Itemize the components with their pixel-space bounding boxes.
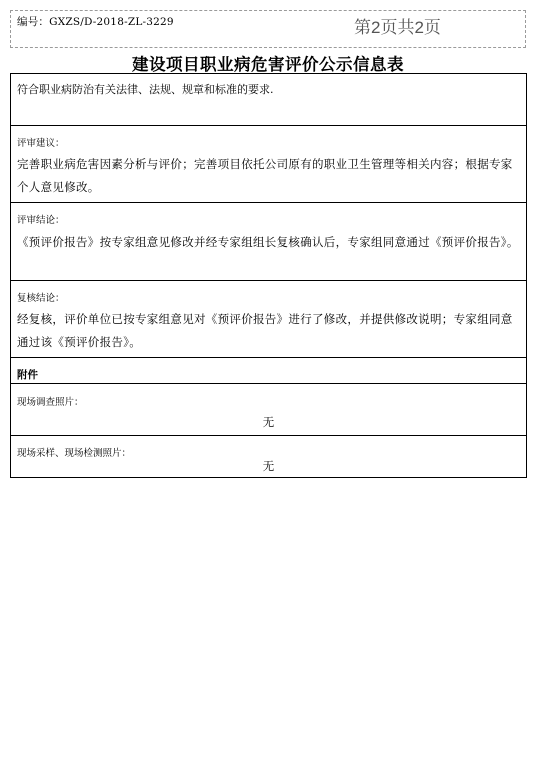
divider (11, 383, 526, 384)
divider (11, 202, 526, 203)
review-conclusion-text: 《预评价报告》按专家组意见修改并经专家组组长复核确认后，专家组同意通过《预评价报告》。 (17, 235, 519, 249)
document-code: 编号：GXZS/D-2018-ZL-3229 (17, 16, 174, 28)
document-title: 建设项目职业病危害评价公示信息表 (132, 55, 404, 74)
compliance-text: 符合职业病防治有关法律、法规、规章和标准的要求. (17, 83, 274, 96)
review-conclusion-label: 评审结论： (17, 215, 65, 226)
review-advice-text: 完善职业病危害因素分析与评价；完善项目依托公司原有的职业卫生管理等相关内容；根据专家个人意见修改。 (17, 157, 513, 194)
divider (11, 125, 526, 126)
recheck-conclusion-label: 复核结论： (17, 293, 65, 304)
site-photos-label: 现场调查照片： (17, 397, 84, 408)
divider (11, 435, 526, 436)
divider (11, 357, 526, 358)
review-advice-label: 评审建议： (17, 138, 65, 149)
sampling-photos-label: 现场采样、现场检测照片： (17, 448, 132, 459)
divider (11, 280, 526, 281)
sampling-photos-value: 无 (262, 459, 275, 473)
info-table (10, 73, 527, 478)
recheck-conclusion-text: 经复核，评价单位已按专家组意见对《预评价报告》进行了修改，并提供修改说明；专家组同意通过该《预评价报告》。 (17, 312, 513, 349)
attachment-label: 附件 (17, 369, 38, 381)
page-indicator: 第2页共2页 (354, 18, 441, 37)
site-photos-value: 无 (262, 415, 275, 429)
